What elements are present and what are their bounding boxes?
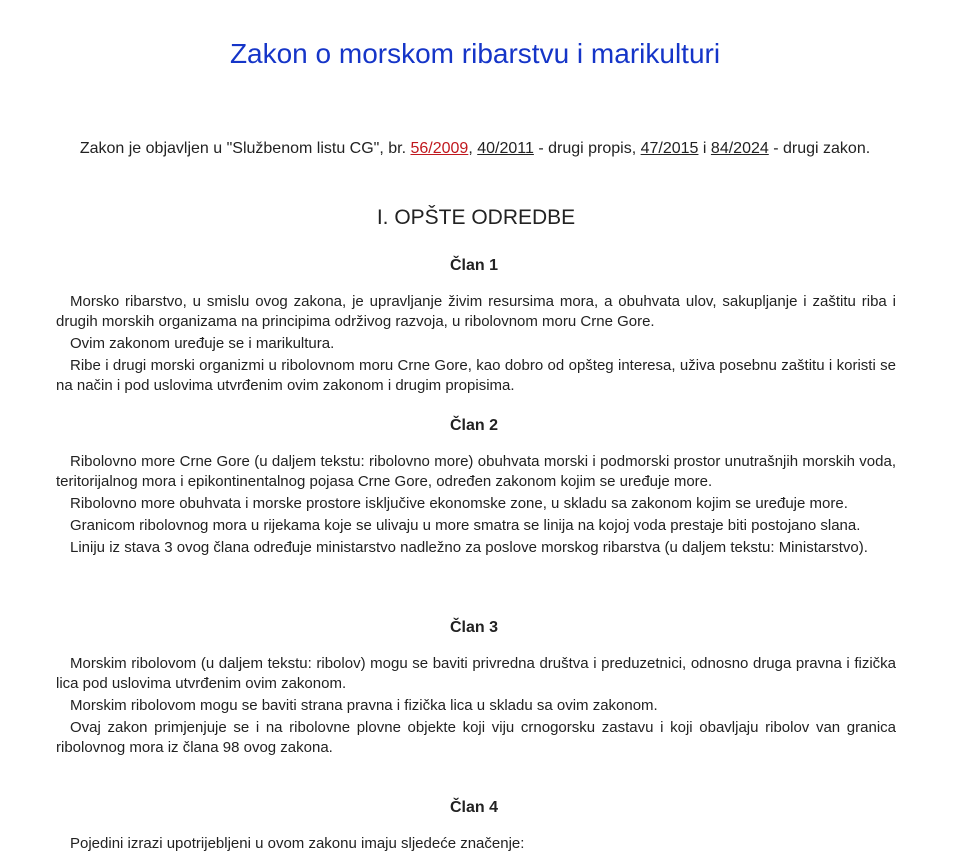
publication-note-1: - drugi propis, <box>538 140 637 157</box>
gazette-link-40-2011[interactable]: 40/2011 <box>477 140 534 157</box>
article-4-paragraph-1: Pojedini izrazi upotrijebljeni u ovom zakonu imaju sljedeće značenje: <box>70 835 525 852</box>
gazette-link-56-2009[interactable]: 56/2009 <box>410 140 469 157</box>
article-1-paragraph-3: Ribe i drugi morski organizmi u ribolovnom moru Crne Gore, kao dobro od opšteg interesa, uživa posebnu zaštitu i koristi se na način i pod uslovima utvrđenim ovim zakonom i drugim propisima. <box>56 357 896 394</box>
article-2-heading: Član 2 <box>449 417 498 434</box>
article-2-paragraph-3: Granicom ribolovnog mora u rijekama koje se ulivaju u more smatra se linija na kojoj voda prestaje biti postojano slana. <box>70 517 861 534</box>
chapter-heading: I. OPŠTE ODREDBE <box>376 206 576 229</box>
article-4-heading: Član 4 <box>449 799 498 816</box>
article-3-paragraph-1: Morskim ribolovom (u daljem tekstu: ribolov) mogu se baviti privredna društva i preduzetnici, odnosno druga pravna i fizička lica pod uslovima utvrđenim ovim zakonom. <box>56 655 896 692</box>
article-1-paragraph-2: Ovim zakonom uređuje se i marikultura. <box>70 335 335 352</box>
article-1-heading: Član 1 <box>449 257 498 274</box>
document-title: Zakon o morskom ribarstvu i marikulturi <box>229 38 721 69</box>
publication-conjunction: i <box>702 140 707 157</box>
gazette-link-84-2024[interactable]: 84/2024 <box>710 140 769 157</box>
article-1-paragraph-1: Morsko ribarstvo, u smislu ovog zakona, je upravljanje živim resursima mora, a obuhvata ulov, sakupljanje i zaštitu riba i drugih morskih organizama na principima održivog razvoja, u ribolovnom moru Crne Gore. <box>56 293 896 330</box>
article-2-paragraph-2: Ribolovno more obuhvata i morske prostore isključive ekonomske zone, u skladu sa zakonom kojim se uređuje more. <box>70 495 848 512</box>
publication-prefix: Zakon je objavljen u "Službenom listu CG", br. <box>79 140 407 157</box>
article-2-paragraph-1: Ribolovno more Crne Gore (u daljem tekstu: ribolovno more) obuhvata morski i podmorski prostor unutrašnjih morskih voda, teritorijalnog mora i epikontinentalnog pojasa Crne Gore, određen zakonom kojim se uređuje more. <box>56 453 896 490</box>
publication-note-2: - drugi zakon. <box>773 140 871 157</box>
article-3-paragraph-2: Morskim ribolovom mogu se baviti strana pravna i fizička lica u skladu sa ovim zakonom. <box>70 697 658 714</box>
gazette-link-47-2015[interactable]: 47/2015 <box>640 140 699 157</box>
article-3-heading: Član 3 <box>449 619 498 636</box>
publication-separator: , <box>468 140 473 157</box>
publication-info <box>0 140 950 158</box>
article-3-paragraph-3: Ovaj zakon primjenjuje se i na ribolovne plovne objekte koji viju crnogorsku zastavu i koji obavljaju ribolov van granica ribolovnog mora iz člana 98 ovog zakona. <box>56 719 896 756</box>
article-2-paragraph-4: Liniju iz stava 3 ovog člana određuje ministarstvo nadležno za poslove morskog ribarstva (u daljem tekstu: Ministarstvo). <box>70 539 868 556</box>
